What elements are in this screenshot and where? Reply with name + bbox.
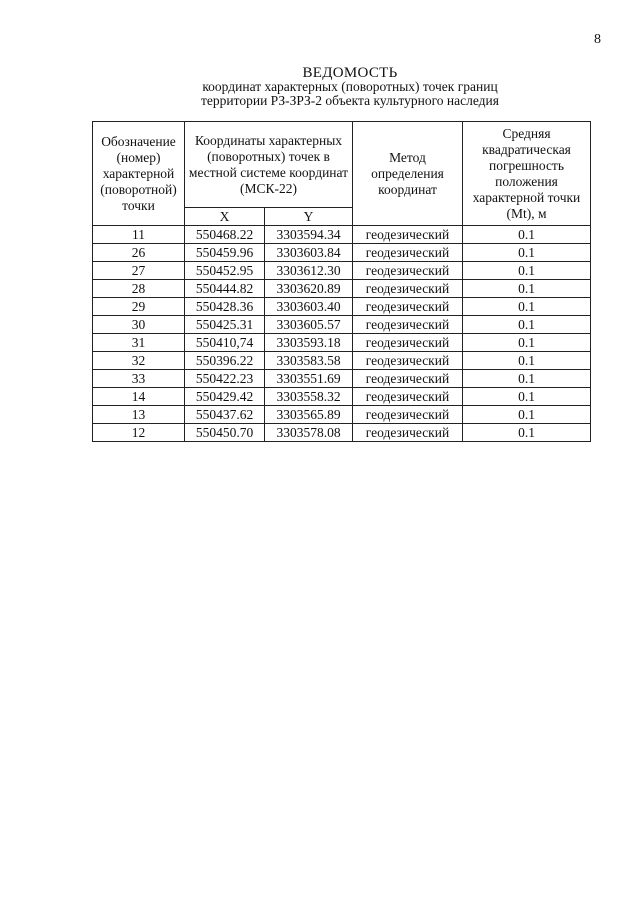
cell-y: 3303612.30 bbox=[265, 262, 353, 280]
cell-y: 3303603.84 bbox=[265, 244, 353, 262]
page-number: 8 bbox=[594, 32, 601, 47]
table-body bbox=[93, 226, 591, 442]
cell-y: 3303583.58 bbox=[265, 352, 353, 370]
cell-point: 13 bbox=[93, 406, 185, 424]
table-row bbox=[93, 352, 591, 370]
cell-point: 27 bbox=[93, 262, 185, 280]
cell-point: 30 bbox=[93, 316, 185, 334]
cell-y: 3303558.32 bbox=[265, 388, 353, 406]
cell-error: 0.1 bbox=[463, 352, 591, 370]
cell-point: 32 bbox=[93, 352, 185, 370]
cell-x: 550444.82 bbox=[185, 280, 265, 298]
table-row bbox=[93, 244, 591, 262]
cell-x: 550468.22 bbox=[185, 226, 265, 244]
cell-method: геодезический bbox=[353, 298, 463, 316]
coordinates-table bbox=[92, 121, 591, 442]
cell-method: геодезический bbox=[353, 370, 463, 388]
cell-error: 0.1 bbox=[463, 280, 591, 298]
header-error: Средняя квадратическая погрешность положения характерной точки (Mt), м bbox=[463, 122, 591, 226]
header-coordinates: Координаты характерных (поворотных) точек в местной системе координат (МСК-22) bbox=[185, 122, 353, 208]
cell-method: геодезический bbox=[353, 388, 463, 406]
cell-error: 0.1 bbox=[463, 262, 591, 280]
table-row bbox=[93, 298, 591, 316]
header-point: Обозначение (номер) характерной (поворотной) точки bbox=[93, 122, 185, 226]
cell-x: 550410,74 bbox=[185, 334, 265, 352]
cell-method: геодезический bbox=[353, 406, 463, 424]
cell-point: 26 bbox=[93, 244, 185, 262]
cell-method: геодезический bbox=[353, 352, 463, 370]
cell-method: геодезический bbox=[353, 226, 463, 244]
cell-y: 3303603.40 bbox=[265, 298, 353, 316]
cell-point: 28 bbox=[93, 280, 185, 298]
cell-x: 550450.70 bbox=[185, 424, 265, 442]
table-row bbox=[93, 334, 591, 352]
cell-y: 3303551.69 bbox=[265, 370, 353, 388]
document-title: ВЕДОМОСТЬ bbox=[302, 65, 398, 81]
table-row bbox=[93, 388, 591, 406]
cell-x: 550459.96 bbox=[185, 244, 265, 262]
cell-x: 550428.36 bbox=[185, 298, 265, 316]
cell-x: 550422.23 bbox=[185, 370, 265, 388]
cell-x: 550425.31 bbox=[185, 316, 265, 334]
cell-x: 550396.22 bbox=[185, 352, 265, 370]
table-row bbox=[93, 226, 591, 244]
cell-point: 14 bbox=[93, 388, 185, 406]
cell-y: 3303565.89 bbox=[265, 406, 353, 424]
cell-y: 3303605.57 bbox=[265, 316, 353, 334]
cell-method: геодезический bbox=[353, 280, 463, 298]
table-row bbox=[93, 406, 591, 424]
cell-x: 550429.42 bbox=[185, 388, 265, 406]
table-row bbox=[93, 424, 591, 442]
cell-method: геодезический bbox=[353, 316, 463, 334]
table-header-row bbox=[93, 122, 591, 208]
header-method: Метод определения координат bbox=[353, 122, 463, 226]
cell-point: 31 bbox=[93, 334, 185, 352]
cell-error: 0.1 bbox=[463, 388, 591, 406]
cell-method: геодезический bbox=[353, 334, 463, 352]
cell-point: 33 bbox=[93, 370, 185, 388]
cell-x: 550437.62 bbox=[185, 406, 265, 424]
table-row bbox=[93, 316, 591, 334]
cell-error: 0.1 bbox=[463, 226, 591, 244]
table-row bbox=[93, 280, 591, 298]
cell-error: 0.1 bbox=[463, 406, 591, 424]
cell-error: 0.1 bbox=[463, 298, 591, 316]
cell-method: геодезический bbox=[353, 244, 463, 262]
table-row bbox=[93, 370, 591, 388]
title-block bbox=[150, 66, 550, 108]
cell-method: геодезический bbox=[353, 424, 463, 442]
table-row bbox=[93, 262, 591, 280]
header-y: Y bbox=[265, 208, 353, 226]
cell-error: 0.1 bbox=[463, 370, 591, 388]
cell-y: 3303593.18 bbox=[265, 334, 353, 352]
cell-y: 3303578.08 bbox=[265, 424, 353, 442]
cell-x: 550452.95 bbox=[185, 262, 265, 280]
cell-point: 29 bbox=[93, 298, 185, 316]
cell-error: 0.1 bbox=[463, 424, 591, 442]
header-x: X bbox=[185, 208, 265, 226]
document-subtitle-line2: территории РЗ-ЗРЗ-2 объекта культурного наследия bbox=[201, 93, 499, 108]
cell-method: геодезический bbox=[353, 262, 463, 280]
cell-y: 3303620.89 bbox=[265, 280, 353, 298]
cell-error: 0.1 bbox=[463, 334, 591, 352]
cell-y: 3303594.34 bbox=[265, 226, 353, 244]
cell-error: 0.1 bbox=[463, 316, 591, 334]
cell-point: 11 bbox=[93, 226, 185, 244]
document-subtitle-line1: координат характерных (поворотных) точек границ bbox=[202, 79, 498, 94]
cell-error: 0.1 bbox=[463, 244, 591, 262]
cell-point: 12 bbox=[93, 424, 185, 442]
